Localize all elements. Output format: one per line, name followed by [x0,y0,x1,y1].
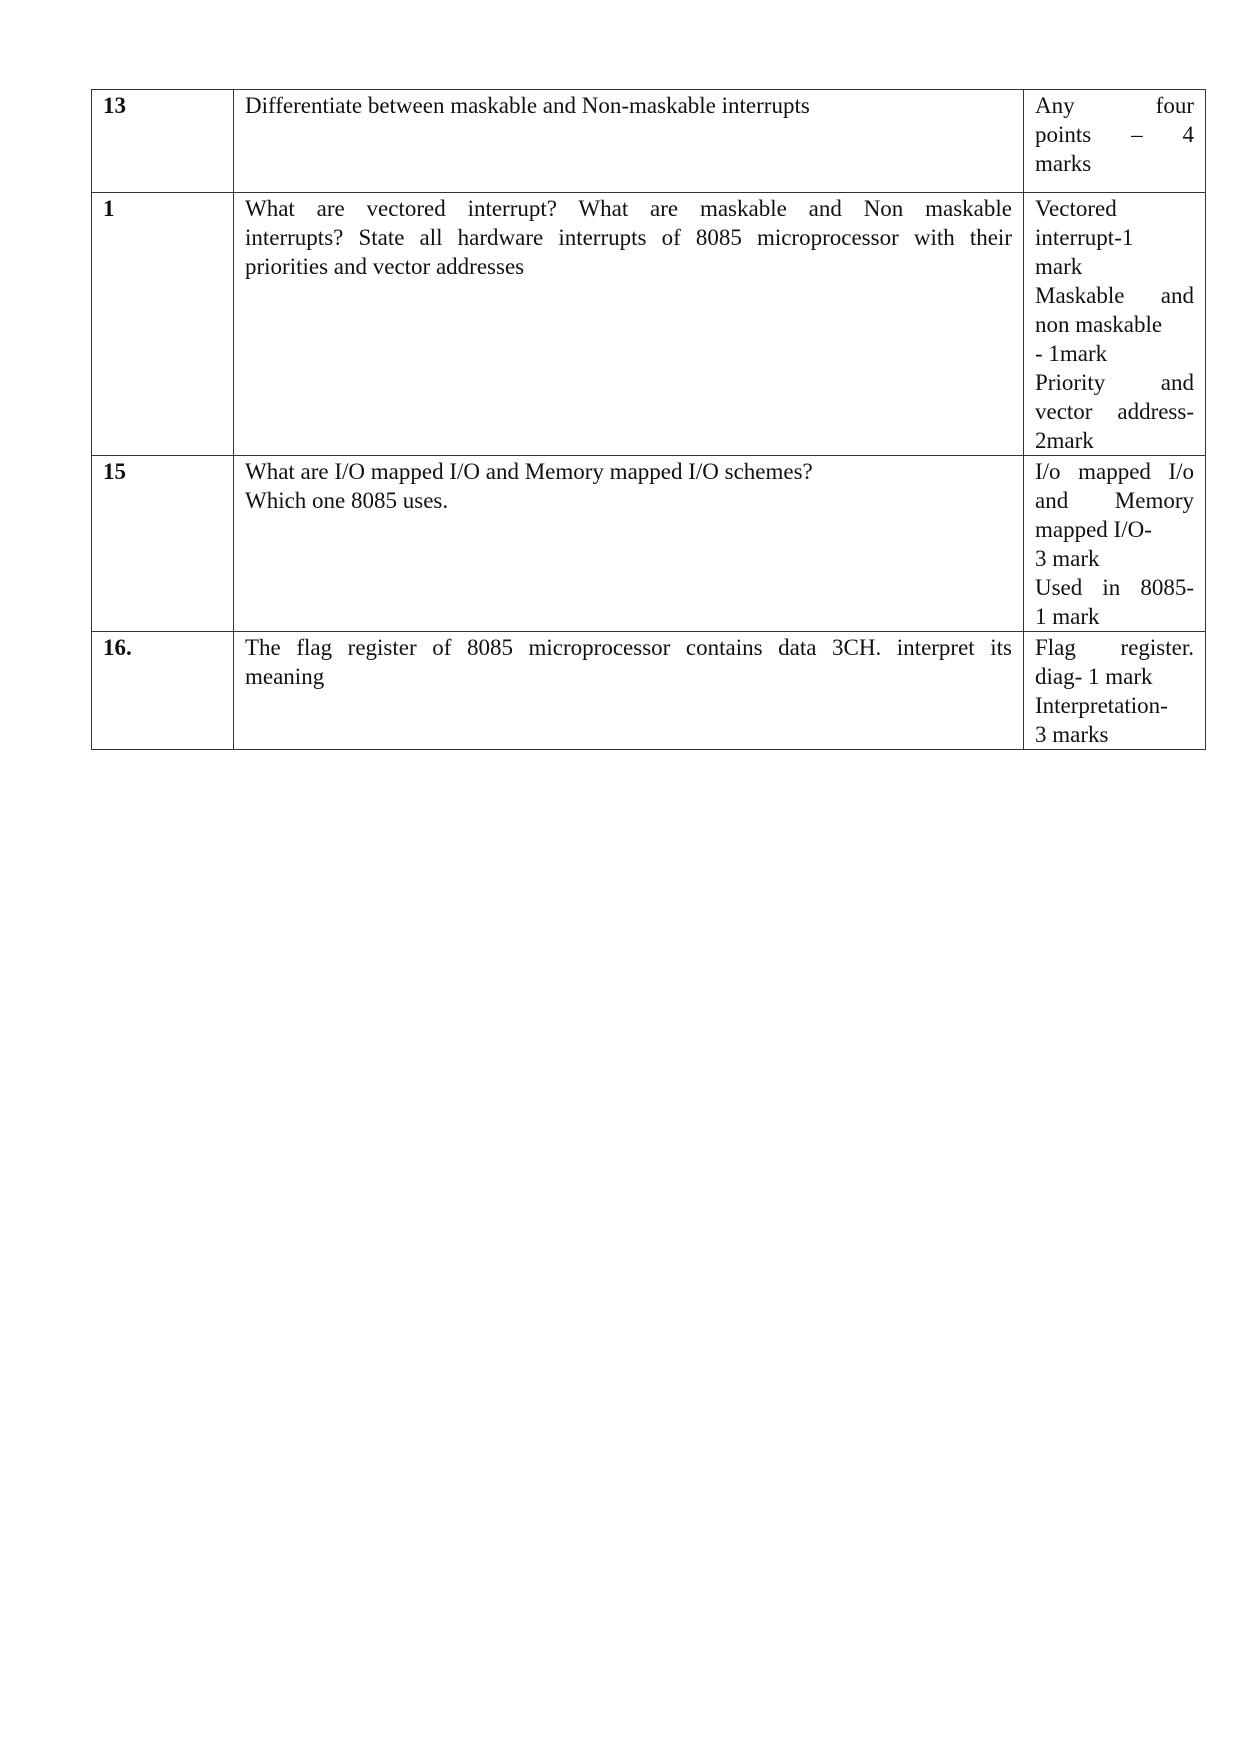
question-line: priorities and vector addresses [245,254,525,279]
table-row [92,193,1206,456]
question-line: The flag register of 8085 microprocessor contains data 3CH. interpret its [245,635,1012,660]
marks-line: Any four [1035,93,1194,118]
table-row [92,456,1206,632]
question-line: Differentiate between maskable and Non-maskable interrupts [245,93,810,118]
marks-line: Used in 8085- [1035,575,1194,600]
marks-allocation [1024,632,1206,750]
marks-line: 1 mark [1035,604,1100,629]
question-text [234,90,1024,193]
marks-line: Priority and [1035,370,1194,395]
marks-line: 3 mark [1035,546,1100,571]
question-line: What are I/O mapped I/O and Memory mapped I/O schemes? [245,459,813,484]
marks-line: - 1mark [1035,341,1108,366]
marks-line: diag- 1 mark [1035,664,1153,689]
question-number: 13 [92,90,234,193]
question-text [234,193,1024,456]
marks-allocation [1024,456,1206,632]
question-text [234,456,1024,632]
marks-line: Interpretation- [1035,693,1168,718]
question-number: 15 [92,456,234,632]
marks-line: mapped I/O- [1035,517,1152,542]
marks-allocation [1024,193,1206,456]
question-number: 1 [92,193,234,456]
marks-line: Maskable and [1035,283,1194,308]
marks-line: non maskable [1035,312,1163,337]
marks-line: and Memory [1035,488,1194,513]
marks-line: I/o mapped I/o [1035,459,1194,484]
question-line: Which one 8085 uses. [245,488,449,513]
marks-line: mark [1035,254,1083,279]
question-line: What are vectored interrupt? What are maskable and Non maskable [245,196,1012,221]
marks-line: 2mark [1035,428,1094,453]
marks-line: vector address- [1035,399,1194,424]
marks-allocation [1024,90,1206,193]
marks-line: Vectored [1035,196,1117,221]
table-row [92,90,1206,193]
marks-line: 3 marks [1035,722,1109,747]
marks-line: points – 4 [1035,122,1194,147]
question-number: 16. [92,632,234,750]
question-line: interrupts? State all hardware interrupts of 8085 microprocessor with their [245,225,1012,250]
table-row [92,632,1206,750]
marks-line: Flag register. [1035,635,1194,660]
marking-scheme-table [91,89,1206,750]
marks-line: interrupt-1 [1035,225,1134,250]
question-line: meaning [245,664,325,689]
question-text [234,632,1024,750]
marks-line: marks [1035,151,1092,176]
